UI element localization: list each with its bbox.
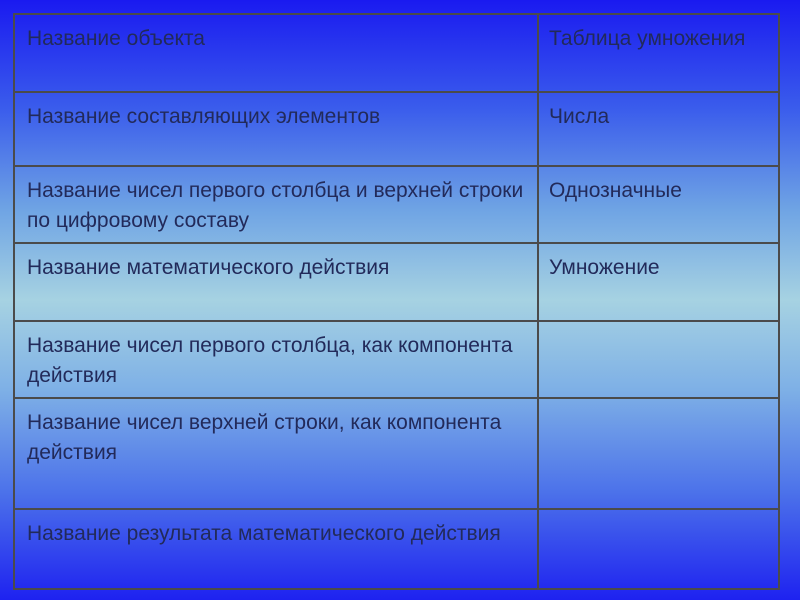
table-row [14, 321, 779, 398]
table-row [14, 92, 779, 166]
table-row [14, 243, 779, 321]
table-row [14, 398, 779, 509]
row-label: Название составляющих элементов [14, 92, 538, 166]
row-value: Таблица умножения [538, 14, 779, 92]
row-value [538, 398, 779, 509]
row-label: Название чисел первого столбца, как компонента действия [14, 321, 538, 398]
row-value: Однозначные [538, 166, 779, 243]
row-label: Название объекта [14, 14, 538, 92]
table-row [14, 14, 779, 92]
row-value [538, 321, 779, 398]
row-label: Название математического действия [14, 243, 538, 321]
row-label: Название результата математического действия [14, 509, 538, 589]
table-row [14, 166, 779, 243]
row-value: Числа [538, 92, 779, 166]
row-value [538, 509, 779, 589]
object-description-table [13, 13, 780, 590]
table-row [14, 509, 779, 589]
row-value: Умножение [538, 243, 779, 321]
row-label: Название чисел верхней строки, как компонента действия [14, 398, 538, 509]
row-label: Название чисел первого столбца и верхней строки по цифровому составу [14, 166, 538, 243]
